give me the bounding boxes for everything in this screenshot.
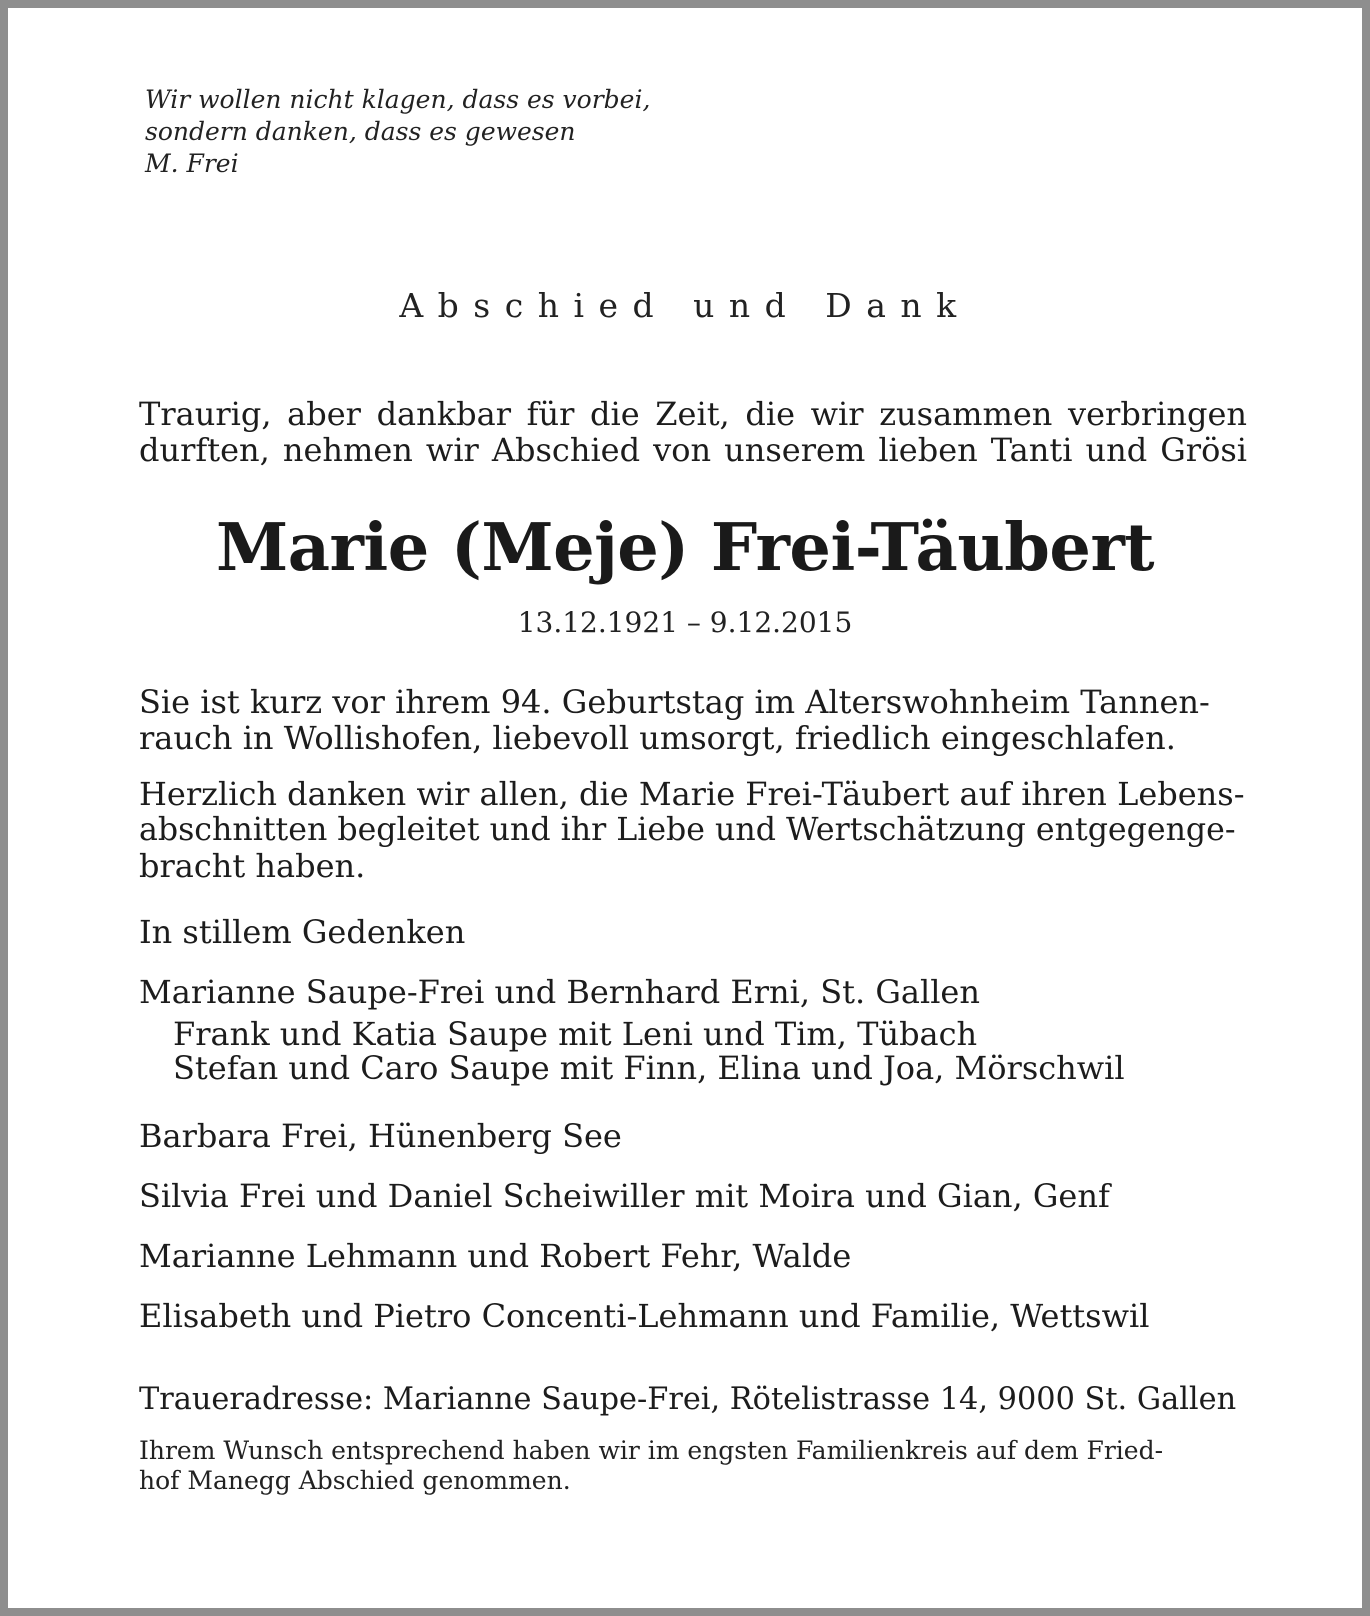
- deceased-name: Marie (Meje) Frei-Täubert: [216, 510, 1154, 586]
- mourning-address: Traueradresse: Marianne Saupe-Frei, Rötelistrasse 14, 9000 St. Gallen: [139, 1382, 1237, 1417]
- paragraph-1: [139, 684, 1247, 756]
- family-entry: Barbara Frei, Hünenberg See: [139, 1117, 622, 1155]
- family-entry: Elisabeth und Pietro Concenti-Lehmann und Familie, Wettswil: [139, 1297, 1150, 1335]
- intro-line-1: Traurig, aber dankbar für die Zeit, die wir zusammen verbringen: [139, 395, 1247, 433]
- life-dates: 13.12.1921 – 9.12.2015: [517, 606, 853, 639]
- paragraph-2-line-2: abschnitten begleitet und ihr Liebe und Wertschätzung entgegenge-: [139, 812, 1236, 848]
- intro-paragraph: [139, 396, 1247, 468]
- motto-quote: [145, 84, 650, 180]
- paragraph-2-line-1: Herzlich danken wir allen, die Marie Frei-Täubert auf ihren Lebens-: [139, 775, 1245, 813]
- family-entry: Marianne Saupe-Frei und Bernhard Erni, St. Gallen: [139, 973, 980, 1011]
- paragraph-1-line-1: Sie ist kurz vor ihrem 94. Geburtstag im Alterswohnheim Tannen-: [139, 683, 1210, 721]
- family-subentry: Frank und Katia Saupe mit Leni und Tim, Tübach: [173, 1015, 978, 1053]
- paragraph-2: [139, 776, 1247, 884]
- paragraph-1-line-2: rauch in Wollishofen, liebevoll umsorgt, friedlich eingeschlafen.: [139, 719, 1176, 757]
- family-entry: Marianne Lehmann und Robert Fehr, Walde: [139, 1237, 852, 1275]
- motto-line-2: sondern danken, dass es gewesen: [145, 117, 576, 146]
- motto-author: M. Frei: [145, 149, 239, 178]
- obituary-page: [8, 8, 1362, 1608]
- family-subentry: Stefan und Caro Saupe mit Finn, Elina und Joa, Mörschwil: [173, 1049, 1125, 1087]
- footer-line-1: Ihrem Wunsch entsprechend haben wir im engsten Familienkreis auf dem Fried-: [139, 1436, 1164, 1465]
- gedenken-line: In stillem Gedenken: [139, 913, 466, 951]
- heading: Abschied und Dank: [399, 286, 971, 325]
- paragraph-2-line-3: bracht haben.: [139, 847, 366, 885]
- intro-line-2: durften, nehmen wir Abschied von unserem lieben Tanti und Grösi: [139, 431, 1247, 469]
- family-entry: Silvia Frei und Daniel Scheiwiller mit Moira und Gian, Genf: [139, 1177, 1110, 1215]
- footer-line-2: hof Manegg Abschied genommen.: [139, 1466, 571, 1495]
- motto-line-1: Wir wollen nicht klagen, dass es vorbei,: [145, 85, 651, 114]
